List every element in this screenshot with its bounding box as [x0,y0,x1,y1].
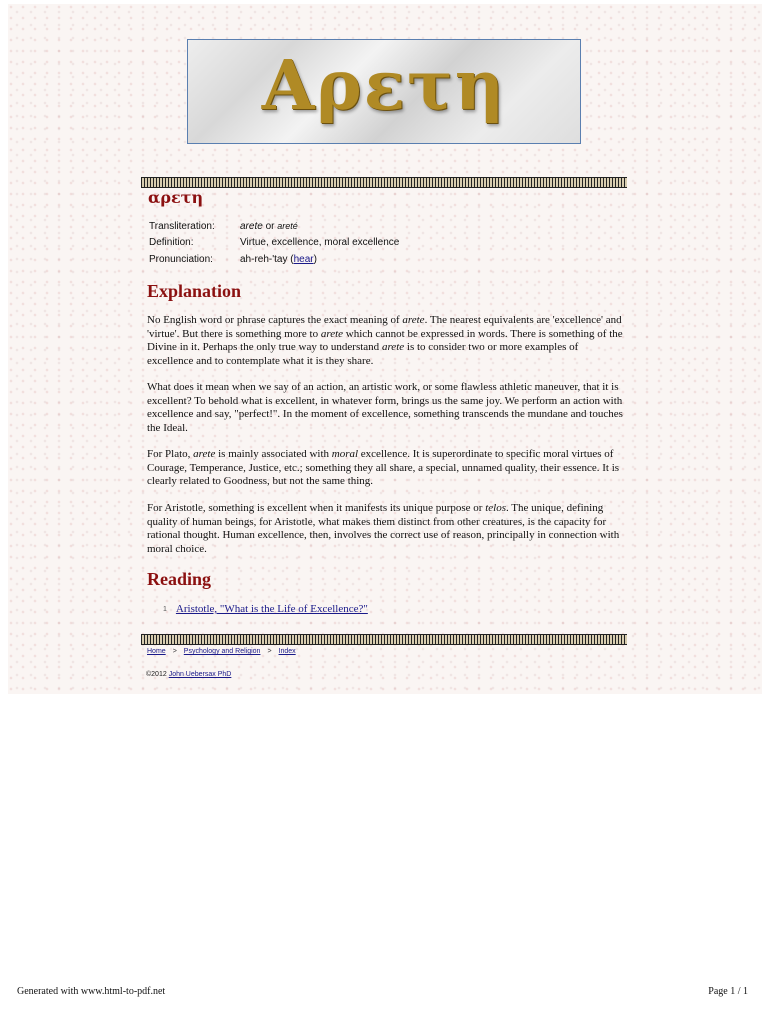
pronunciation-label: Pronunciation: [149,254,213,265]
copyright-text: ©2012 [146,671,169,678]
greek-key-border-bottom [141,634,627,645]
p4-text-b: . The unique, defining quality of human beings, for Aristotle, what makes them distinct from other creatures, is the capacity for rational thought. Human excellence, then, involves the correct use of reason, principally in connection with moral choice. [147,502,620,555]
p1-text-b: . The nearest equivalents are 'excellence' and 'virtue'. But there is something more to [147,314,622,340]
pdf-generator-note: Generated with www.html-to-pdf.net [17,986,166,997]
p4-text-a: For Aristotle, something is excellent when it manifests its unique purpose or [147,502,486,514]
pdf-page-number: Page 1 / 1 [708,986,748,997]
breadcrumb-separator: > [267,648,272,655]
breadcrumb [147,648,296,655]
greek-key-border-top [141,177,627,188]
explanation-paragraph-1 [147,314,623,368]
p3-text-b: is mainly associated with [215,448,332,460]
transliteration-label: Transliteration: [149,221,215,232]
transliteration-arete: arete [240,221,263,232]
p1-arete-3: arete [381,341,405,353]
p3-arete: arete [193,448,216,460]
p3-text-a: For Plato, [147,448,194,460]
pronunciation-close: ) [313,254,317,265]
transliteration-value [240,221,298,232]
aristotle-reading-link[interactable]: Aristotle, "What is the Life of Excellence?" [175,603,368,615]
transliteration-arete-accent: areté [277,221,298,231]
p1-arete-2: arete [320,327,344,340]
p1-text-d: is to consider two or more examples of excellence and to contemplate what it is they share. [147,341,579,367]
breadcrumb-psychology-link[interactable]: Psychology and Religion [183,648,261,655]
banner-title: Αρετη [261,46,507,126]
breadcrumb-home-link[interactable]: Home [147,648,166,655]
pronunciation-value [240,254,317,265]
transliteration-or: or [262,221,278,232]
reading-list-item [163,603,368,615]
greek-word-heading: αρετη [148,188,204,207]
reading-heading: Reading [147,569,212,589]
reading-bullet: 1 [163,606,167,613]
p1-text-a: No English word or phrase captures the exact meaning of [147,314,403,326]
breadcrumb-separator: > [172,648,177,655]
p3-text-c: excellence. It is superordinate to specific moral virtues of Courage, Temperance, Justice, etc.; something they all share, a special, unnamed quality, their essence. It is clearly related to Goodness, but not the same thing. [147,448,620,487]
p1-text-c: which cannot be expressed in words. There is something of the Divine in it. Perhaps the only true way to understand [147,327,623,353]
p3-moral: moral [331,448,359,460]
p1-arete-1: arete [402,314,425,326]
definition-label: Definition: [149,237,194,248]
author-link[interactable]: John Uebersax PhD [168,671,232,678]
definition-value: Virtue, excellence, moral excellence [240,237,400,248]
explanation-paragraph-4 [147,502,623,556]
breadcrumb-index-link[interactable]: Index [278,648,296,655]
explanation-heading: Explanation [147,281,242,301]
explanation-paragraph-3 [147,448,623,489]
explanation-paragraph-2: What does it mean when we say of an action, an artistic work, or some flawless athletic maneuver, that it is excellent? To behold what is excellent, in whatever form, brings us the same joy. We perform an action with excellence and say, "perfect!". In the moment of excellence, something transcends the mundane and touches the Ideal. [147,381,623,434]
p4-telos: telos [485,502,506,514]
copyright-line [146,671,231,678]
title-banner [187,39,581,144]
hear-link[interactable]: hear [293,254,314,265]
pronunciation-text: ah-reh-'tay ( [240,254,294,265]
